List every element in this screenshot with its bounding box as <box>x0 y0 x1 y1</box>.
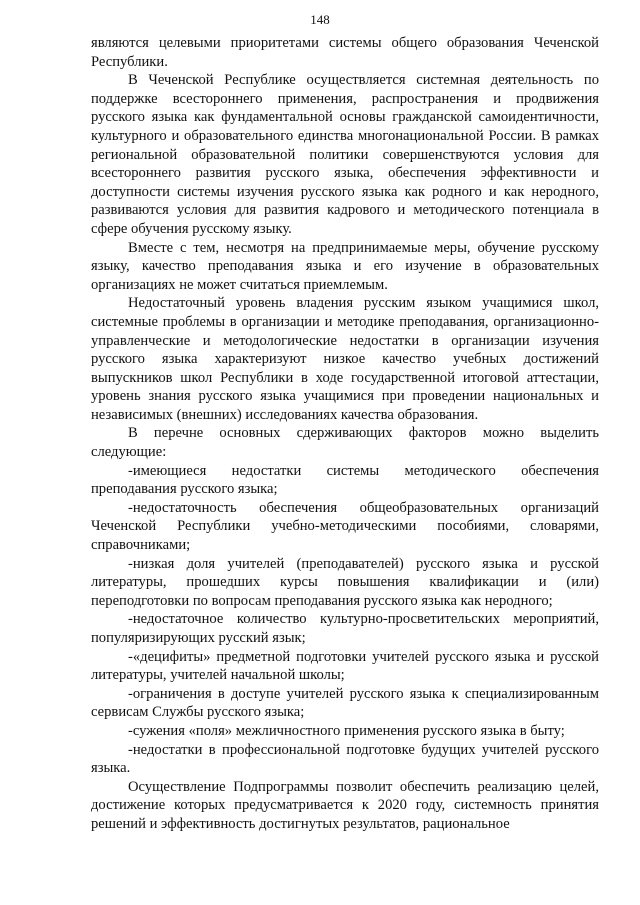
list-item: -имеющиеся недостатки системы методического обеспечения преподавания русского языка; <box>91 462 599 498</box>
list-item: -сужения «поля» межличностного применения русского языка в быту; <box>128 722 565 739</box>
paragraph: Вместе с тем, несмотря на предпринимаемые меры, обучение русскому языку, качество преподавания языка и его изучение в образовательных организациях не может считаться приемлемым. <box>91 239 599 293</box>
paragraph: Осуществление Подпрограммы позволит обеспечить реализацию целей, достижение которых предусматривается к 2020 году, системность принятия решений и эффективность достигнутых результатов, рациональное <box>91 778 599 832</box>
document-body <box>91 34 599 834</box>
list-item: -недостаточное количество культурно-просветительских мероприятий, популяризирующих русский язык; <box>91 611 599 646</box>
list-item: -«децифиты» предметной подготовки учителей русского языка и русской литературы, учителей начальной школы; <box>91 648 599 684</box>
paragraph: В перечне основных сдерживающих факторов можно выделить следующие: <box>91 425 599 461</box>
list-item: -низкая доля учителей (преподавателей) русского языка и русской литературы, прошедших курсы повышения квалификации и (или) переподготовки по вопросам преподавания русского языка как неродного; <box>91 555 599 609</box>
paragraph-continuation: являются целевыми приоритетами системы общего образования Чеченской Республики. <box>91 35 599 70</box>
paragraph: В Чеченской Республике осуществляется системная деятельность по поддержке всестороннего применения, распространения и продвижения русского языка как фундаментальной основы гражданской самоидентичности, культурного и образовательного единства многонациональной России. В рамках региональной образовательной политики совершенствуются условия для всестороннего развития русского языка, обеспечения эффективности и доступности системы изучения русского языка как родного и как неродного, развиваются условия для развития кадрового и методического потенциала в сфере обучения русскому языку. <box>91 72 599 237</box>
page-number: 148 <box>310 12 330 27</box>
list-item: -ограничения в доступе учителей русского языка к специализированным сервисам Службы русского языка; <box>91 685 599 721</box>
paragraph: Недостаточный уровень владения русским языком учащимися школ, системные проблемы в организации и методике преподавания, организационно-управленческие и методологические недостатки в организации изучения русского языка характеризуют низкое качество учебных достижений выпускников школ Республики в ходе государственной итоговой аттестации, уровень знания русского языка учащимися при проведении национальных и независимых (внешних) исследованиях качества образования. <box>91 295 599 423</box>
list-item: -недостатки в профессиональной подготовке будущих учителей русского языка. <box>91 741 599 777</box>
list-item: -недостаточность обеспечения общеобразовательных организаций Чеченской Республики учебно-методическими пособиями, словарями, справочниками; <box>91 499 599 554</box>
